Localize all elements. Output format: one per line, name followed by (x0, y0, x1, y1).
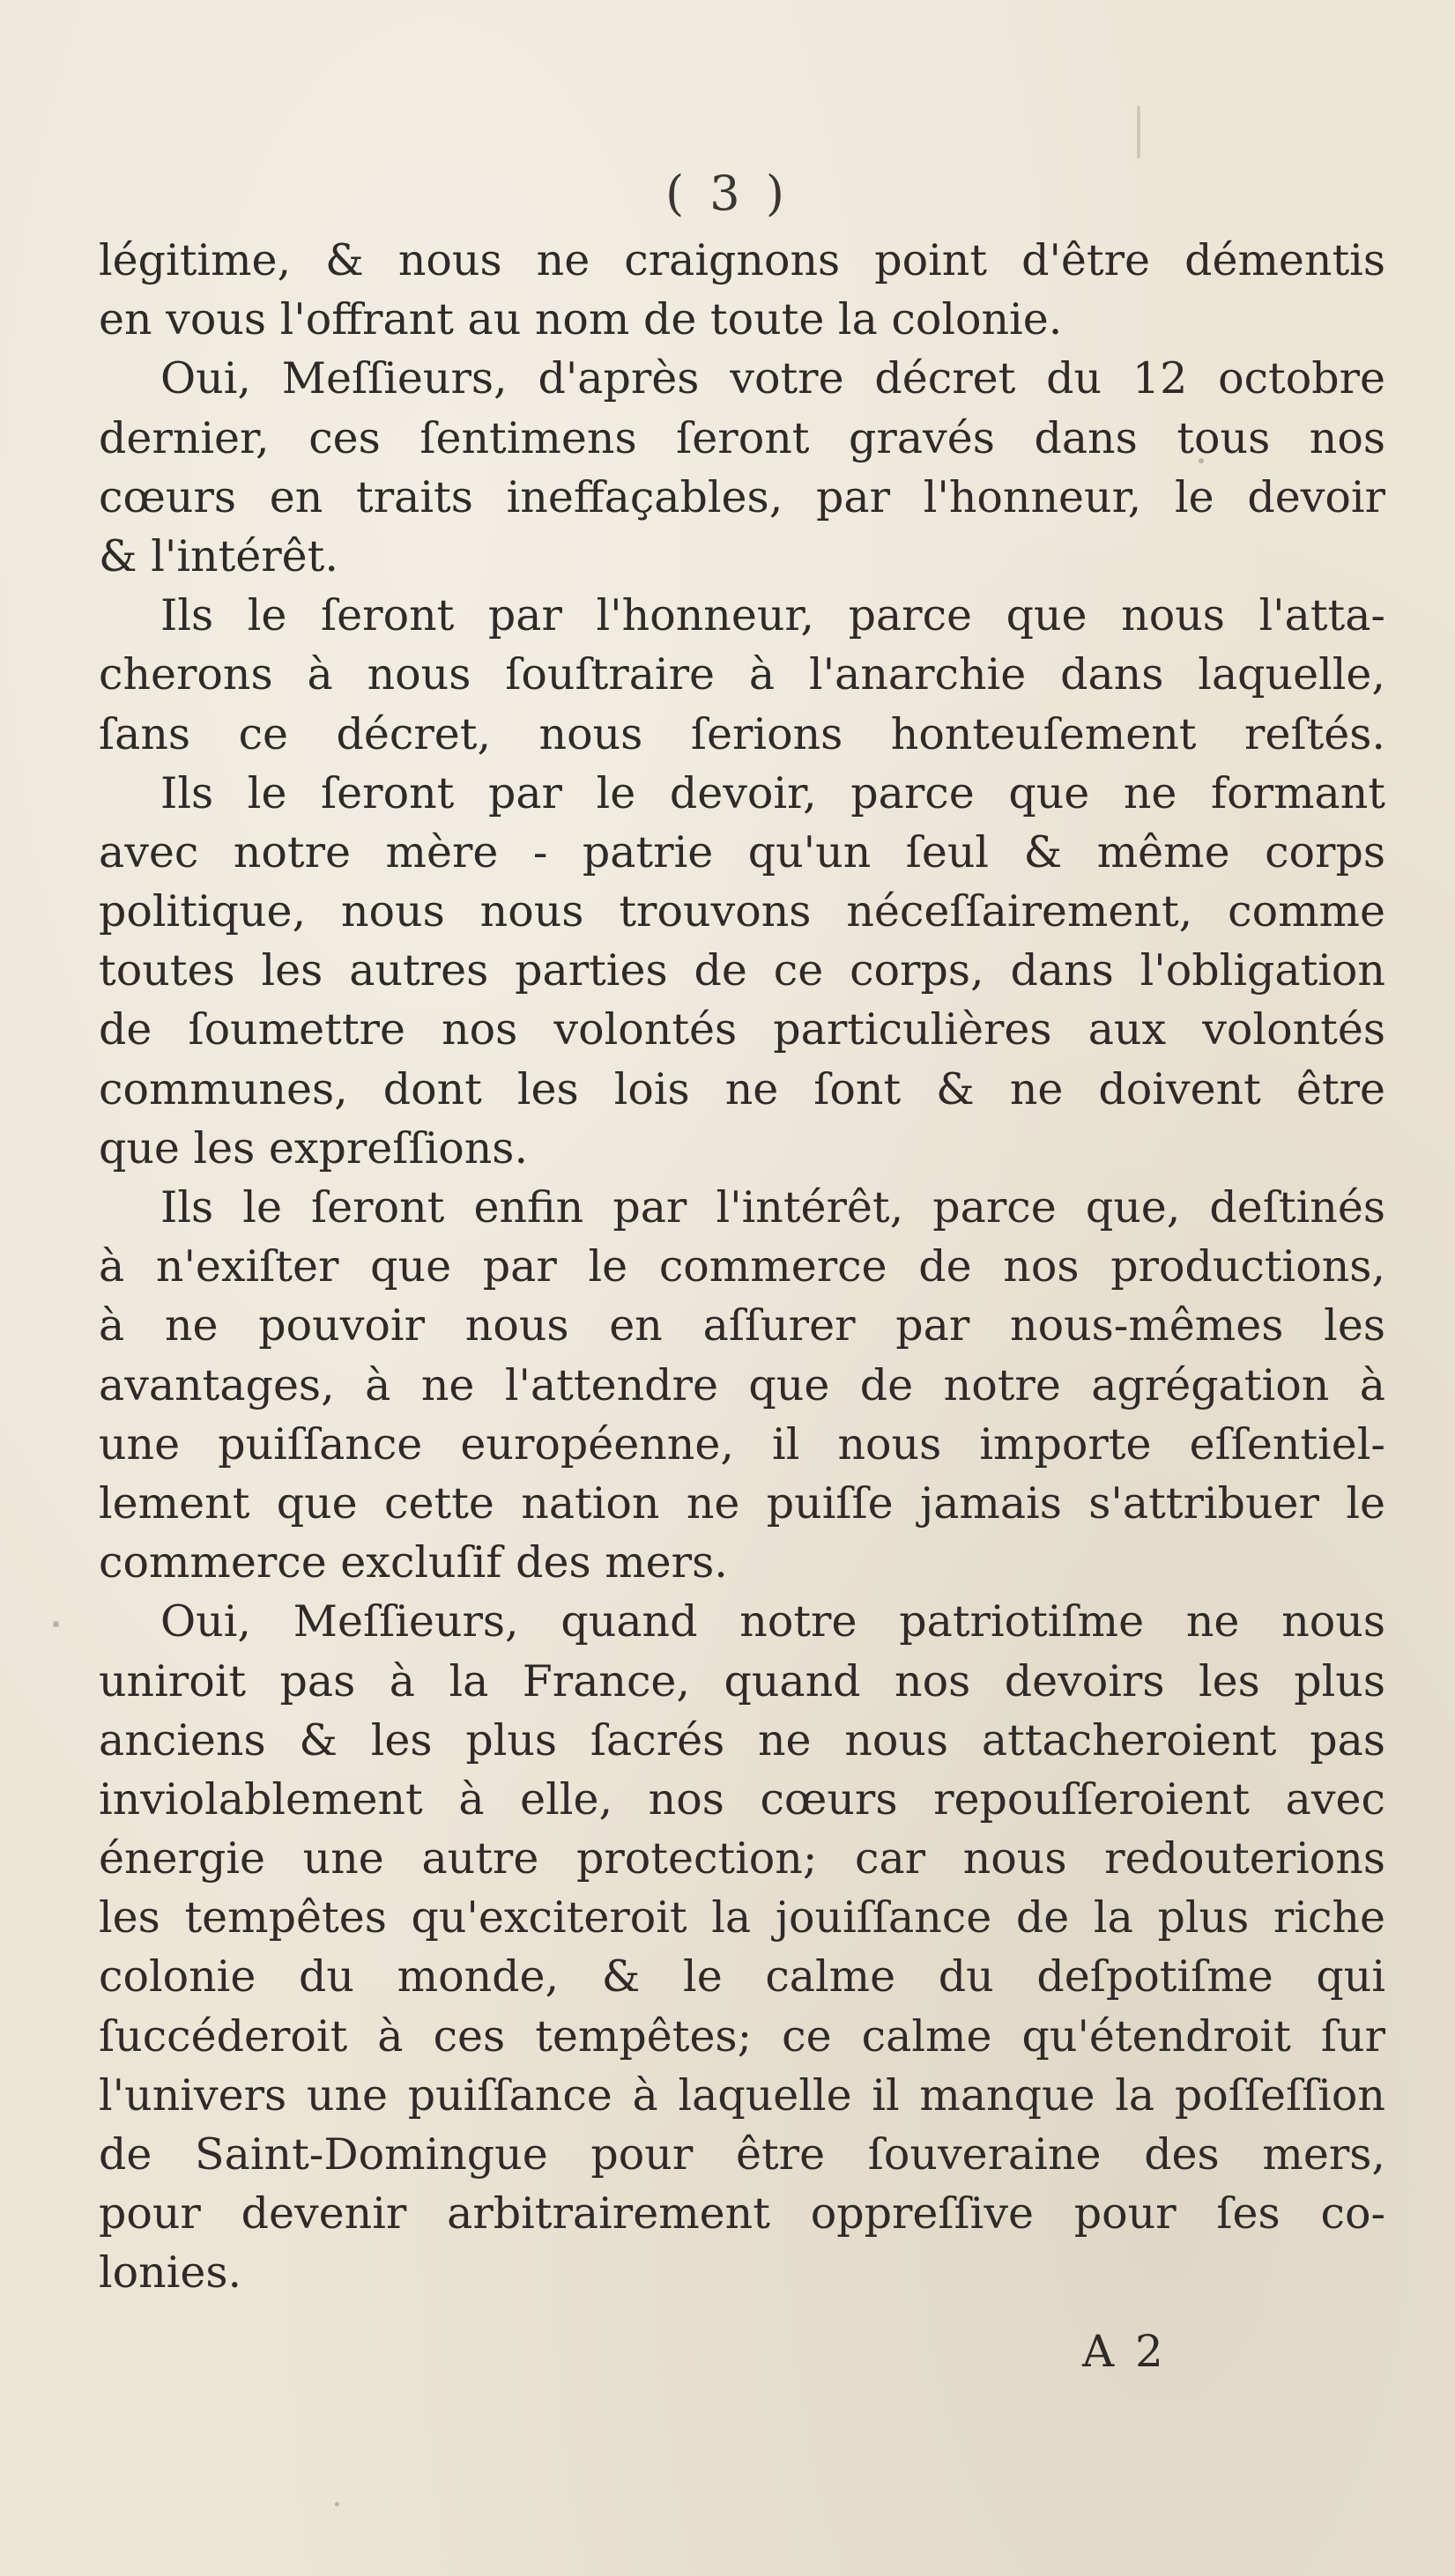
text-line: à ne pouvoir nous en aſſurer par nous-mêmes les (99, 1300, 1385, 1351)
text-line: en vous l'offrant au nom de toute la colonie. (99, 294, 1063, 345)
paper-speck (1137, 106, 1140, 159)
text-line: ſans ce décret, nous ſerions honteuſement reſtés. (99, 708, 1385, 759)
text-line: lonies. (99, 2247, 242, 2298)
printer-signature-mark: A 2 (1082, 2326, 1167, 2377)
text-line: Oui, Meſſieurs, quand notre patriotiſme ne nous (160, 1596, 1385, 1647)
text-line: les tempêtes qu'exciteroit la jouiſſance de la plus riche (99, 1892, 1385, 1943)
text-line: de Saint-Domingue pour être ſouveraine des mers, (99, 2129, 1385, 2180)
text-line: légitime, & nous ne craignons point d'être démentis (99, 235, 1385, 285)
text-line: lement que cette nation ne puiſſe jamais s'attribuer le (99, 1477, 1385, 1529)
text-line: communes, dont les lois ne ſont & ne doivent être (99, 1063, 1385, 1114)
text-line: que les expreſſions. (99, 1122, 529, 1173)
text-line: avec notre mère - patrie qu'un ſeul & même corps (99, 826, 1385, 877)
text-line: toutes les autres parties de ce corps, dans l'obligation (99, 945, 1385, 996)
text-line: à n'exiſter que par le commerce de nos productions, (99, 1241, 1385, 1292)
text-line: Oui, Meſſieurs, d'après votre décret du 12 octobre (160, 353, 1385, 404)
text-line: cœurs en traits ineffaçables, par l'honneur, le devoir (99, 471, 1385, 522)
text-line: & l'intérêt. (99, 530, 338, 581)
paper-speck (1199, 458, 1204, 463)
text-line: l'univers une puiſſance à laquelle il manque la poſſeſſion (99, 2069, 1385, 2121)
text-line: énergie une autre protection; car nous redouterions (99, 1833, 1385, 1884)
text-line: politique, nous nous trouvons néceſſairement, comme (99, 886, 1385, 937)
text-line: pour devenir arbitrairement oppreſſive pour ſes co- (99, 2188, 1385, 2239)
text-line: avantages, à ne l'attendre que de notre agrégation à (99, 1359, 1385, 1410)
text-line: une puiſſance européenne, il nous importe eſſentiel- (99, 1418, 1385, 1469)
text-line: inviolablement à elle, nos cœurs repouſſeroient avec (99, 1773, 1385, 1825)
text-line: Ils le ſeront enfin par l'intérêt, parce que, deſtinés (160, 1182, 1385, 1232)
body-text (99, 231, 1385, 2303)
text-line: ſuccéderoit à ces tempêtes; ce calme qu'étendroit ſur (99, 2010, 1385, 2062)
text-line: uniroit pas à la France, quand nos devoirs les plus (99, 1655, 1385, 1706)
text-line: dernier, ces ſentimens ſeront gravés dans tous nos (99, 412, 1385, 463)
text-line: anciens & les plus ſacrés ne nous attacheroient pas (99, 1714, 1385, 1765)
text-line: de ſoumettre nos volontés particulières aux volontés (99, 1004, 1385, 1055)
text-line: commerce excluſif des mers. (99, 1537, 728, 1588)
page-number: ( 3 ) (665, 166, 790, 221)
paper-speck (53, 1621, 59, 1627)
paper-speck (335, 2502, 339, 2506)
text-line: cherons à nous ſouſtraire à l'anarchie dans laquelle, (99, 649, 1385, 700)
text-line: Ils le ſeront par le devoir, parce que ne formant (160, 767, 1385, 818)
text-line: Ils le ſeront par l'honneur, parce que nous l'atta- (160, 590, 1385, 641)
text-line: colonie du monde, & le calme du deſpotiſme qui (99, 1951, 1385, 2002)
